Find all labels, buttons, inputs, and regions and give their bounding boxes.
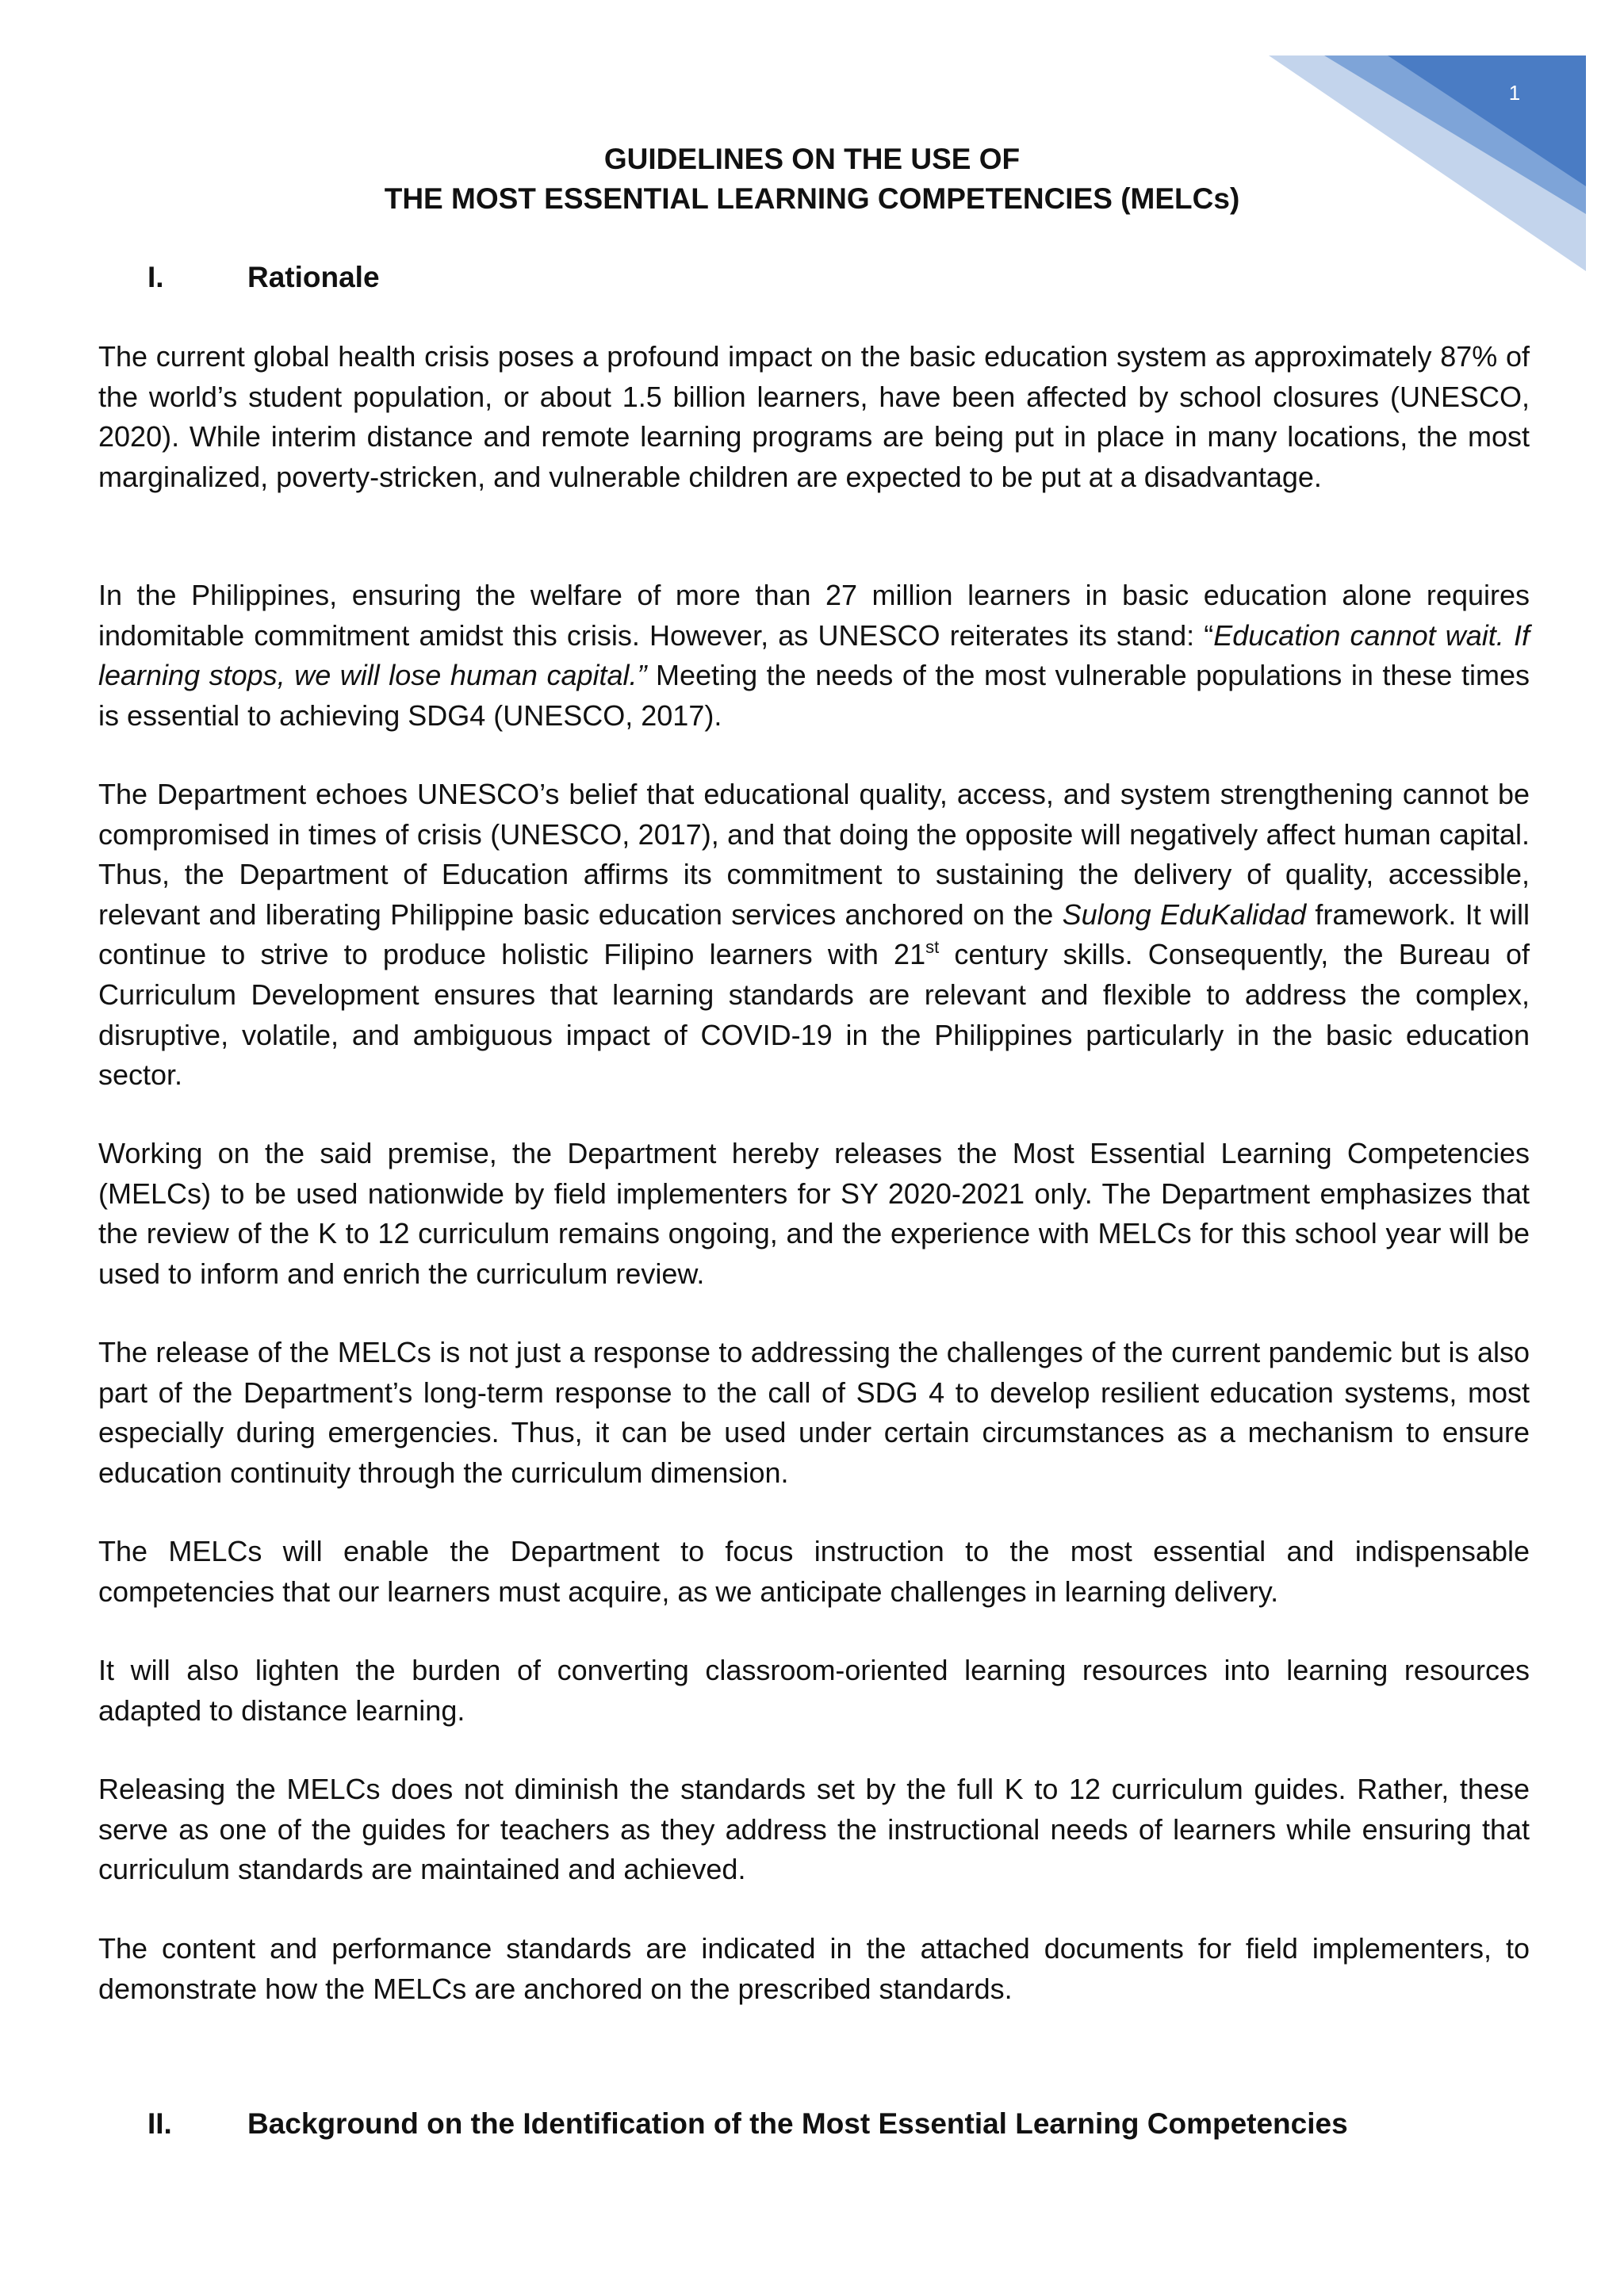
title-line-2: THE MOST ESSENTIAL LEARNING COMPETENCIES (MELCs) xyxy=(384,182,1240,215)
paragraph-philippines xyxy=(98,576,1530,736)
paragraph-focus-instruction: The MELCs will enable the Department to focus instruction to the most essential and indispensable competencies that our learners must acquire, as we anticipate challenges in learning delivery. xyxy=(98,1535,1530,1608)
section-heading-rationale xyxy=(147,258,380,297)
paragraph-text: Meeting the needs of the most vulnerable populations in these times is essential to achieving SDG4 (UNESCO, 2017). xyxy=(98,659,1530,732)
paragraph-text: framework. It will continue to strive to produce holistic Filipino learners with 21 xyxy=(98,897,1530,971)
paragraph-content-standards: The content and performance standards are indicated in the attached documents for field implementers, to demonstrate how the MELCs are anchored on the prescribed standards. xyxy=(98,1932,1530,2005)
section-title: Rationale xyxy=(247,261,380,293)
paragraph-lighten-burden: It will also lighten the burden of converting classroom-oriented learning resources into learning resources adapted to distance learning. xyxy=(98,1654,1530,1727)
paragraph-text: century skills. Consequently, the Bureau of Curriculum Development ensures that learning standards are relevant and flexible to address the complex, disruptive, volatile, and ambiguous impact of COVID-19 in the Philippines particularly in the basic education sector. xyxy=(98,938,1530,1092)
title-line-1: GUIDELINES ON THE USE OF xyxy=(603,143,1021,175)
section-title: Background on the Identification of the Most Essential Learning Competencies xyxy=(247,2107,1348,2140)
paragraph-standards: Releasing the MELCs does not diminish the standards set by the full K to 12 curriculum guides. Rather, these serve as one of the guides for teachers as they address the instructional needs of learners while ensuring that curriculum standards are maintained and achieved. xyxy=(98,1773,1530,1886)
paragraph-department-belief xyxy=(98,775,1530,1096)
page-number: 1 xyxy=(1508,81,1521,105)
document-title xyxy=(0,140,1624,219)
section-numeral: I. xyxy=(147,261,164,293)
section-heading-background xyxy=(147,2104,1348,2144)
paragraph-text: In the Philippines, ensuring the welfare of more than 27 million learners in basic education alone requires indomitable commitment amidst this crisis. However, as UNESCO reiterates its stand: “ xyxy=(98,579,1530,652)
ordinal-superscript: st xyxy=(925,937,940,958)
paragraph-global-crisis: The current global health crisis poses a profound impact on the basic education system as approximately 87% of the world’s student population, or about 1.5 billion learners, have been affected by school closures (UNESCO, 2020). While interim distance and remote learning programs are being put in place in many locations, the most marginalized, poverty-stricken, and vulnerable children are expected to be put at a disadvantage. xyxy=(98,340,1530,493)
section-numeral: II. xyxy=(147,2107,172,2140)
sulong-edukalidad: Sulong EduKalidad xyxy=(1062,897,1307,931)
paragraph-melcs-release: Working on the said premise, the Department hereby releases the Most Essential Learning Competencies (MELCs) to be used nationwide by field implementers for SY 2020-2021 only. The Department emphasizes that the review of the K to 12 curriculum remains ongoing, and the experience with MELCs for this school year will be used to inform and enrich the curriculum review. xyxy=(98,1137,1530,1290)
paragraph-text: The Department echoes UNESCO’s belief that educational quality, access, and system strengthening cannot be compromised in times of crisis (UNESCO, 2017), and that doing the opposite will negatively affect human capital. Thus, the Department of Education affirms its commitment to sustaining the delivery of quality, accessible, relevant and liberating Philippine basic education services anchored on the xyxy=(98,778,1530,931)
paragraph-sdg4-response: The release of the MELCs is not just a response to addressing the challenges of the current pandemic but is also part of the Department’s long-term response to the call of SDG 4 to develop resilient education systems, most especially during emergencies. Thus, it can be used under certain circumstances as a mechanism to ensure education continuity through the curriculum dimension. xyxy=(98,1336,1530,1489)
unesco-quote: Education cannot wait. If learning stops, we will lose human capital.” xyxy=(98,618,1530,692)
